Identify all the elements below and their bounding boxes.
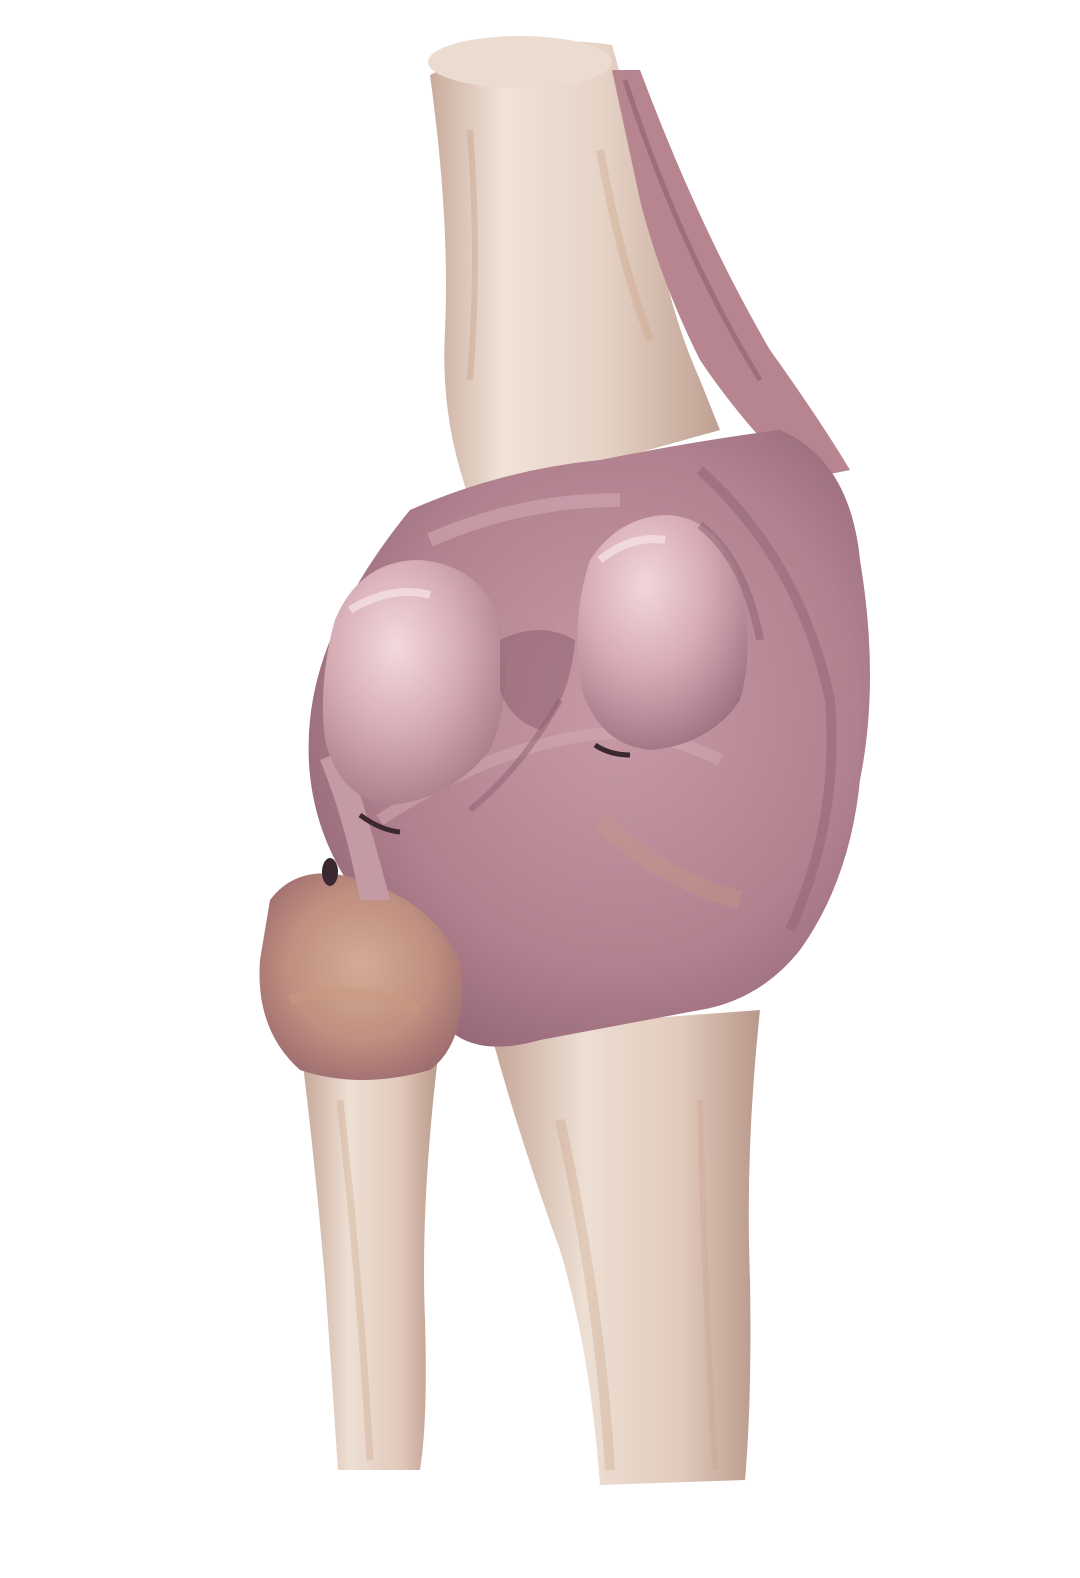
fibula-shaft xyxy=(300,1040,440,1470)
tibia-shaft xyxy=(490,1010,760,1485)
